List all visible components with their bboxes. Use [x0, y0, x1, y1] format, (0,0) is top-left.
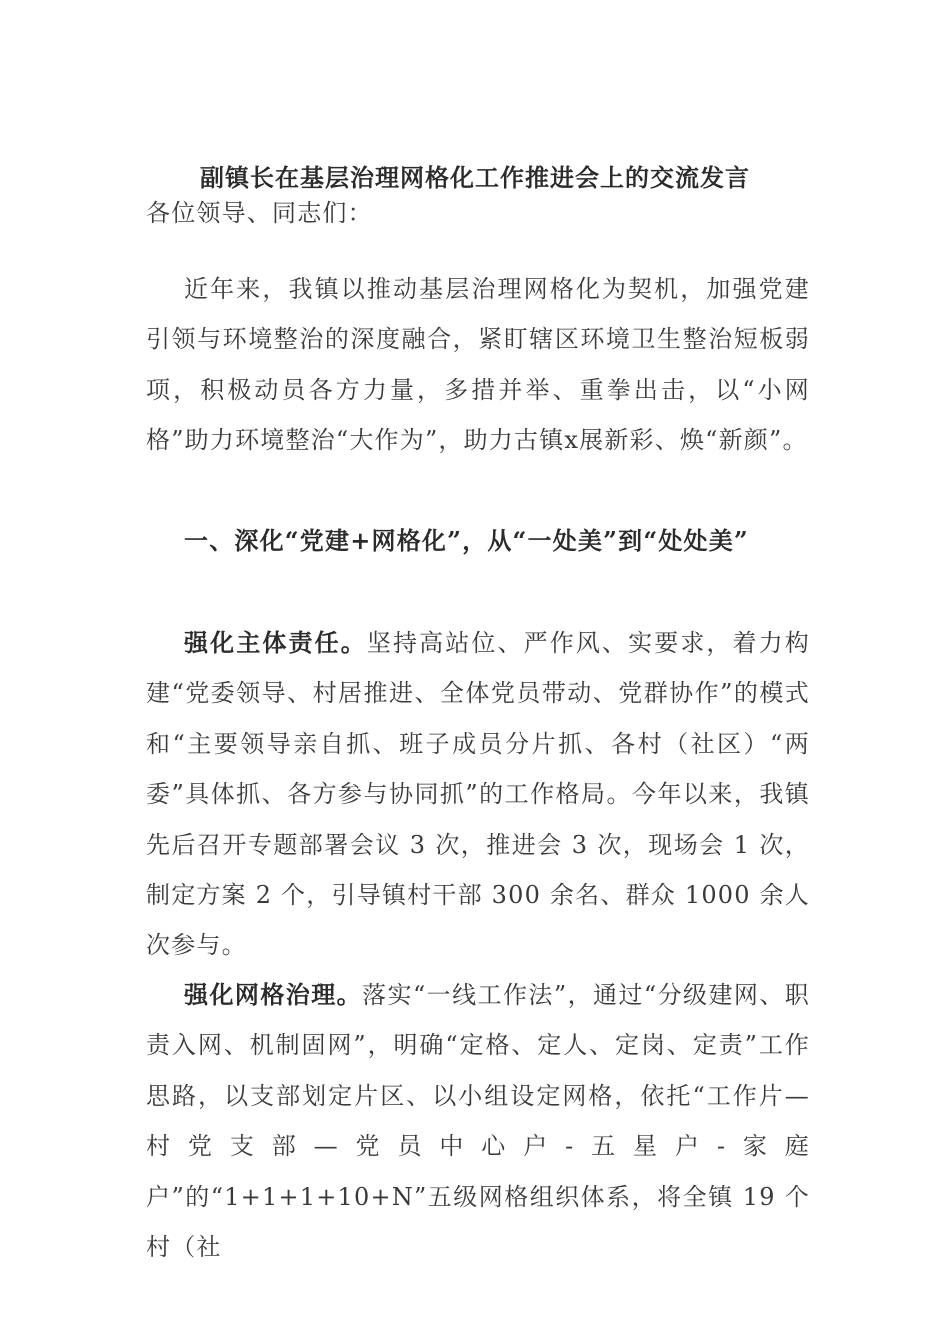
paragraph-lead: 强化主体责任。	[184, 628, 367, 657]
paragraph-lead: 强化网格治理。	[184, 980, 363, 1009]
paragraph-text: 落实“一线工作法”，通过“分级建网、职责入网、机制固网”，明确“定格、定人、定岗、定责”工作思路，以支部划定片区、以小组设定网格，依托“工作片—村党支部—党员中心户-五星户-家庭户”的“1+1+1+10+N”五级网格组织体系，将全镇 19 个村（社	[146, 981, 810, 1262]
paragraph-strengthen-responsibility	[146, 618, 810, 971]
paragraph-text: 坚持高站位、严作风、实要求，着力构建“党委领导、村居推进、全体党员带动、党群协作”的模式和“主要领导亲自抓、班子成员分片抓、各村（社区）“两委”具体抓、各方参与协同抓”的工作格局。今年以来，我镇先后召开专题部署会议 3 次，推进会 3 次，现场会 1 次，制定方案 2 个，引导镇村干部 300 余名、群众 1000 余人次参与。	[146, 629, 810, 960]
document-title: 副镇长在基层治理网格化工作推进会上的交流发言	[200, 163, 750, 192]
intro-paragraph: 近年来，我镇以推动基层治理网格化为契机，加强党建引领与环境整治的深度融合，紧盯辖区环境卫生整治短板弱项，积极动员各方力量，多措并举、重拳出击，以“小网格”助力环境整治“大作为”，助力古镇x展新彩、焕“新颜”。	[146, 275, 810, 455]
paragraph-strengthen-grid-governance	[146, 970, 810, 1272]
section-heading: 一、深化“党建+网格化”，从“一处美”到“处处美”	[184, 526, 749, 555]
salutation: 各位领导、同志们：	[146, 199, 373, 227]
